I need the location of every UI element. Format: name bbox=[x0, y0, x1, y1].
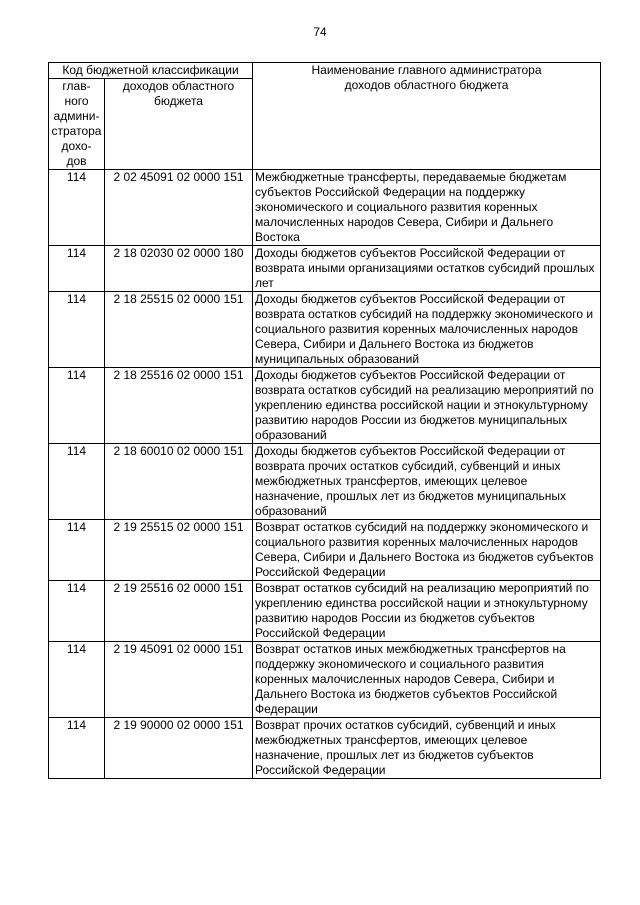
income-name-cell: Возврат остатков иных межбюджетных трансфертов на поддержку экономического и социального развития коренных малочисленных народов Севера, Сибири и Дальнего Востока из бюджетов субъектов Российской Федерации bbox=[253, 642, 601, 718]
table-header bbox=[49, 63, 601, 170]
budget-classification-table bbox=[48, 62, 601, 779]
income-code-cell: 2 19 25516 02 0000 151 bbox=[105, 581, 253, 642]
header-income-line: бюджета bbox=[154, 94, 203, 108]
income-code-cell: 2 02 45091 02 0000 151 bbox=[105, 170, 253, 246]
table-row bbox=[49, 718, 601, 779]
income-code-cell: 2 18 02030 02 0000 180 bbox=[105, 246, 253, 292]
table-row bbox=[49, 246, 601, 292]
table-row bbox=[49, 292, 601, 368]
header-admin-line: стратора bbox=[51, 124, 102, 138]
header-admin-line: админи- bbox=[53, 109, 100, 123]
income-name-cell: Доходы бюджетов субъектов Российской Федерации от возврата иными организациями остатков субсидий прошлых лет bbox=[253, 246, 601, 292]
header-name bbox=[253, 63, 601, 170]
header-name-line: доходов областного бюджета bbox=[344, 78, 509, 92]
table-row bbox=[49, 170, 601, 246]
income-code-cell: 2 18 60010 02 0000 151 bbox=[105, 444, 253, 520]
admin-code-cell: 114 bbox=[49, 642, 105, 718]
header-income bbox=[105, 79, 253, 170]
income-code-cell: 2 18 25516 02 0000 151 bbox=[105, 368, 253, 444]
header-admin-line: дохо- bbox=[61, 139, 92, 153]
income-name-cell: Доходы бюджетов субъектов Российской Федерации от возврата остатков субсидий на поддержку экономического и социального развития коренных малочисленных народов Севера, Сибири и Дальнего Востока из бюджетов муниципальных образований bbox=[253, 292, 601, 368]
table-row bbox=[49, 520, 601, 581]
income-name-cell: Возврат прочих остатков субсидий, субвенций и иных межбюджетных трансфертов, имеющих целевое назначение, прошлых лет из бюджетов субъектов Российской Федерации bbox=[253, 718, 601, 779]
header-name-line: Наименование главного администратора bbox=[311, 63, 542, 77]
table-row bbox=[49, 581, 601, 642]
table-row bbox=[49, 642, 601, 718]
admin-code-cell: 114 bbox=[49, 444, 105, 520]
header-admin-line: дов bbox=[66, 154, 87, 168]
table-row bbox=[49, 444, 601, 520]
income-name-cell: Межбюджетные трансферты, передаваемые бюджетам субъектов Российской Федерации на поддержку экономического и социального развития коренных малочисленных народов Севера, Сибири и Дальнего Востока bbox=[253, 170, 601, 246]
income-code-cell: 2 19 45091 02 0000 151 bbox=[105, 642, 253, 718]
header-admin bbox=[49, 79, 105, 170]
table-body bbox=[49, 170, 601, 779]
income-name-cell: Возврат остатков субсидий на реализацию мероприятий по укреплению единства российской нации и этнокультурному развитию народов России из бюджетов субъектов Российской Федерации bbox=[253, 581, 601, 642]
admin-code-cell: 114 bbox=[49, 292, 105, 368]
income-name-cell: Доходы бюджетов субъектов Российской Федерации от возврата остатков субсидий на реализацию мероприятий по укреплению единства российской нации и этнокультурному развитию народов России из бюджетов муниципальных образований bbox=[253, 368, 601, 444]
income-code-cell: 2 18 25515 02 0000 151 bbox=[105, 292, 253, 368]
header-code-group: Код бюджетной классификации bbox=[49, 63, 253, 79]
admin-code-cell: 114 bbox=[49, 368, 105, 444]
admin-code-cell: 114 bbox=[49, 718, 105, 779]
page-number: 74 bbox=[313, 25, 327, 39]
income-name-cell: Возврат остатков субсидий на поддержку экономического и социального развития коренных малочисленных народов Севера, Сибири и Дальнего Востока из бюджетов субъектов Российской Федерации bbox=[253, 520, 601, 581]
admin-code-cell: 114 bbox=[49, 581, 105, 642]
header-income-line: доходов областного bbox=[122, 79, 235, 93]
admin-code-cell: 114 bbox=[49, 246, 105, 292]
income-code-cell: 2 19 90000 02 0000 151 bbox=[105, 718, 253, 779]
income-code-cell: 2 19 25515 02 0000 151 bbox=[105, 520, 253, 581]
income-name-cell: Доходы бюджетов субъектов Российской Федерации от возврата прочих остатков субсидий, субвенций и иных межбюджетных трансфертов, имеющих целевое назначение, прошлых лет из бюджетов муниципальных образований bbox=[253, 444, 601, 520]
admin-code-cell: 114 bbox=[49, 520, 105, 581]
header-admin-line: ного bbox=[64, 94, 89, 108]
header-admin-line: глав- bbox=[62, 79, 91, 93]
table-row bbox=[49, 368, 601, 444]
admin-code-cell: 114 bbox=[49, 170, 105, 246]
